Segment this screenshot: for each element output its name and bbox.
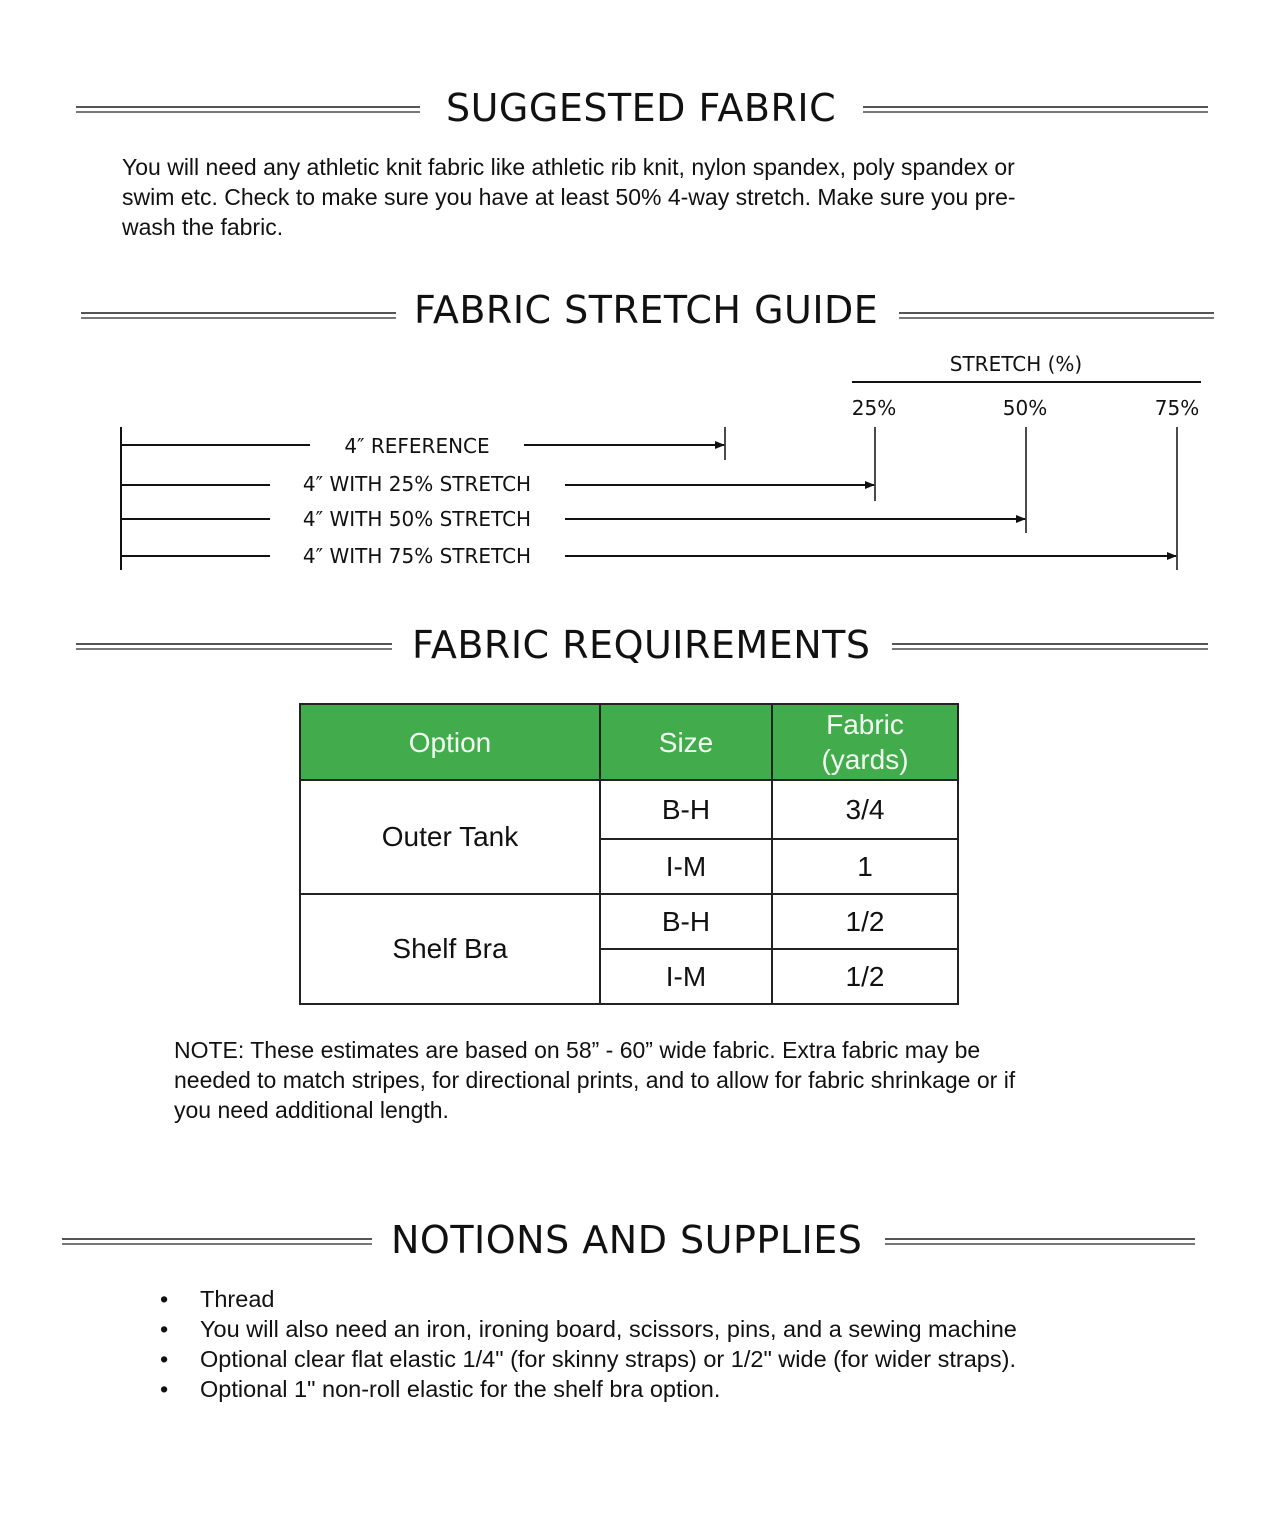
- table-row: [300, 894, 958, 949]
- reference-label: 4″ REFERENCE: [344, 434, 490, 458]
- list-item-text: You will also need an iron, ironing board, scissors, pins, and a sewing machine: [200, 1316, 1017, 1342]
- fabric-requirements-table: [299, 703, 959, 1005]
- heading-rule-left: [76, 106, 420, 113]
- size-cell: B-H: [600, 780, 772, 839]
- tick-label-75: 75%: [1154, 396, 1200, 420]
- requirements-note: [174, 1035, 1015, 1125]
- heading-rule-right: [863, 106, 1208, 113]
- heading-rule-left: [76, 643, 392, 650]
- bullet-icon: •: [160, 1316, 169, 1342]
- stretch-50-label: 4″ WITH 50% STRETCH: [302, 507, 532, 531]
- option-cell: Outer Tank: [300, 780, 600, 894]
- heading-rule-right: [892, 643, 1208, 650]
- yards-cell: 1/2: [772, 894, 958, 949]
- stretch-axis-label: STRETCH (%): [949, 352, 1083, 376]
- list-item: [160, 1344, 1017, 1374]
- stretch-75-label: 4″ WITH 75% STRETCH: [302, 544, 532, 568]
- text-line: you need additional length.: [174, 1097, 449, 1123]
- header-fabric-line2: (yards): [821, 744, 909, 775]
- list-item: [160, 1374, 1017, 1404]
- table-header-row: [300, 704, 958, 780]
- header-size: Size: [600, 704, 772, 780]
- heading-rule-right: [885, 1238, 1195, 1245]
- text-line: NOTE: These estimates are based on 58” - 60” wide fabric. Extra fabric may be: [174, 1037, 981, 1063]
- list-item-text: Optional 1" non-roll elastic for the shelf bra option.: [200, 1376, 721, 1402]
- tick-label-50: 50%: [1002, 396, 1048, 420]
- option-cell: Shelf Bra: [300, 894, 600, 1004]
- list-item-text: Thread: [200, 1286, 275, 1312]
- stretch-guide-diagram: [0, 345, 1284, 585]
- suggested-fabric-text: [122, 152, 1016, 242]
- list-item-text: Optional clear flat elastic 1/4" (for skinny straps) or 1/2" wide (for wider straps).: [200, 1346, 1016, 1372]
- list-item: [160, 1284, 1017, 1314]
- bullet-icon: •: [160, 1376, 169, 1402]
- header-fabric: [772, 704, 958, 780]
- list-item: [160, 1314, 1017, 1344]
- header-option: Option: [300, 704, 600, 780]
- size-cell: B-H: [600, 894, 772, 949]
- notions-list: [160, 1284, 1017, 1404]
- text-line: needed to match stripes, for directional prints, and to allow for fabric shrinkage or if: [174, 1067, 1016, 1093]
- stretch-25-label: 4″ WITH 25% STRETCH: [302, 472, 532, 496]
- text-line: swim etc. Check to make sure you have at least 50% 4-way stretch. Make sure you pre-: [122, 184, 1016, 210]
- header-fabric-line1: Fabric: [826, 709, 904, 740]
- heading-rule-left: [81, 312, 396, 319]
- table-row: [300, 780, 958, 839]
- text-line: You will need any athletic knit fabric like athletic rib knit, nylon spandex, poly spandex or: [122, 154, 1015, 180]
- bullet-icon: •: [160, 1346, 169, 1372]
- text-line: wash the fabric.: [122, 214, 284, 240]
- yards-cell: 1/2: [772, 949, 958, 1004]
- bullet-icon: •: [160, 1286, 169, 1312]
- section-title-suggested-fabric: SUGGESTED FABRIC: [446, 86, 837, 130]
- section-title-notions: NOTIONS AND SUPPLIES: [391, 1218, 863, 1262]
- tick-label-25: 25%: [851, 396, 897, 420]
- section-title-stretch-guide: FABRIC STRETCH GUIDE: [414, 288, 879, 332]
- heading-rule-left: [62, 1238, 372, 1245]
- size-cell: I-M: [600, 949, 772, 1004]
- yards-cell: 3/4: [772, 780, 958, 839]
- yards-cell: 1: [772, 839, 958, 894]
- size-cell: I-M: [600, 839, 772, 894]
- heading-rule-right: [899, 312, 1214, 319]
- section-title-requirements: FABRIC REQUIREMENTS: [412, 623, 871, 667]
